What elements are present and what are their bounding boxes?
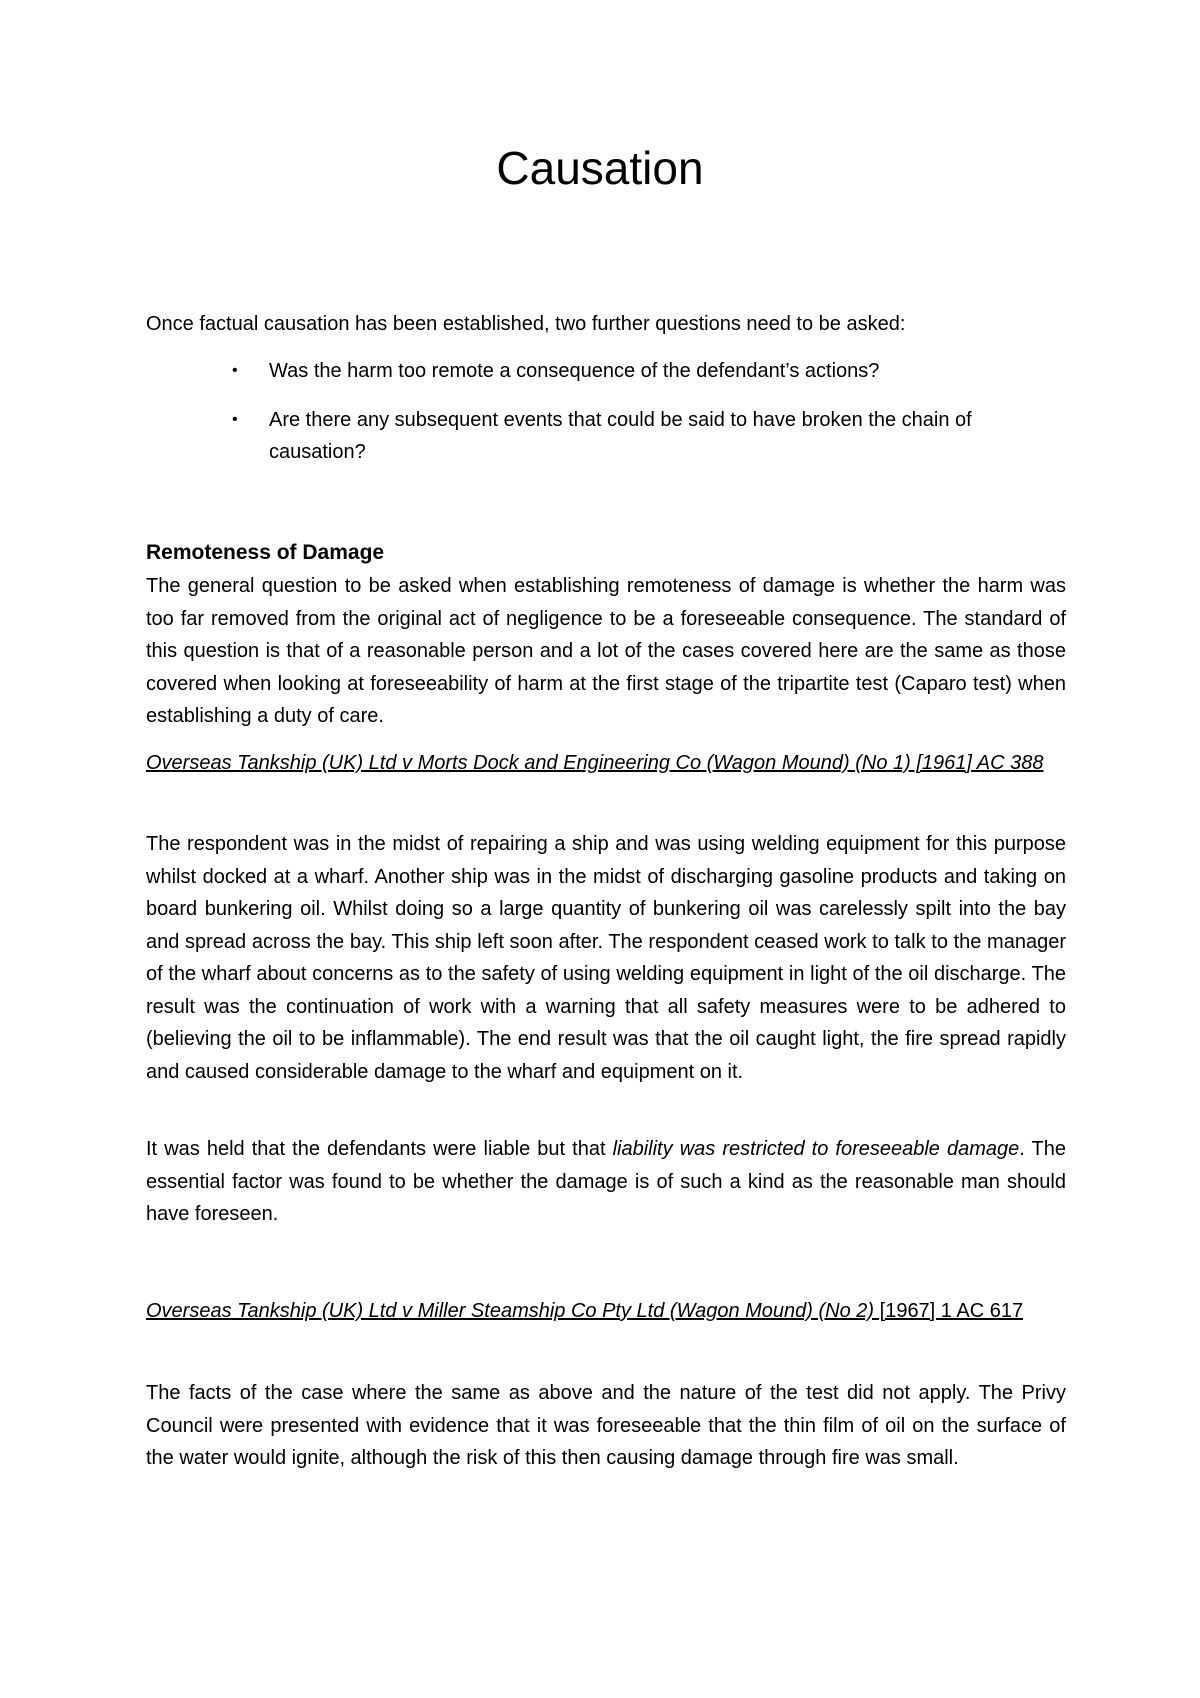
question-list: [146, 355, 1066, 485]
holding-emphasis: liability was restricted to foreseeable damage: [612, 1138, 1020, 1160]
case-citation-2: [146, 1295, 1066, 1328]
intro-paragraph: Once factual causation has been established, two further questions need to be asked:: [146, 313, 906, 335]
list-item-text: Are there any subsequent events that could be said to have broken the chain of causation?: [269, 408, 972, 463]
holding-text: It was held that the defendants were liable but that: [146, 1138, 613, 1160]
case-citation: Overseas Tankship (UK) Ltd v Morts Dock and Engineering Co (Wagon Mound) (No 1) [1961] AC 388: [146, 752, 1044, 774]
section-heading: Remoteness of Damage: [146, 541, 385, 564]
case-reference: [1967] 1 AC 617: [874, 1300, 1024, 1322]
case-name: Overseas Tankship (UK) Ltd v Miller Steamship Co Pty Ltd (Wagon Mound) (No 2): [146, 1300, 875, 1322]
bullet-icon: •: [232, 410, 238, 428]
case-facts-paragraph-2: The facts of the case where the same as above and the nature of the test did not apply. The Privy Council were presented with evidence that it was foreseeable that the thin film of oil on the surface of the water would ignite, although the risk of this then causing damage through fire was small.: [146, 1382, 1066, 1469]
case-facts-paragraph: The respondent was in the midst of repairing a ship and was using welding equipment for this purpose whilst docked at a wharf. Another ship was in the midst of discharging gasoline products and taking on board bunkering oil. Whilst doing so a large quantity of bunkering oil was carelessly spilt into the bay and spread across the bay. This ship left soon after. The respondent ceased work to talk to the manager of the wharf about concerns as to the safety of using welding equipment in light of the oil discharge. The result was the continuation of work with a warning that all safety measures were to be adhered to (believing the oil to be inflammable). The end result was that the oil caught light, the fire spread rapidly and caused considerable damage to the wharf and equipment on it.: [146, 833, 1066, 1083]
bullet-icon: •: [232, 362, 238, 379]
case-holding-paragraph: [146, 1133, 1066, 1231]
remoteness-paragraph: The general question to be asked when establishing remoteness of damage is whether the harm was too far removed from the original act of negligence to be a foreseeable consequence. The standard of this question is that of a reasonable person and a lot of the cases covered here are the same as those covered when looking at foreseeability of harm at the first stage of the tripartite test (Caparo test) when establishing a duty of care.: [146, 575, 1066, 727]
list-item: [146, 404, 1066, 469]
holding-text-end: . The essential factor was found to be whether the damage is of such a kind as the reasonable man should have foreseen.: [146, 1138, 1067, 1225]
list-item-text: Was the harm too remote a consequence of the defendant’s actions?: [269, 360, 880, 382]
list-item: [146, 355, 1066, 388]
page-title: Causation: [496, 142, 704, 194]
